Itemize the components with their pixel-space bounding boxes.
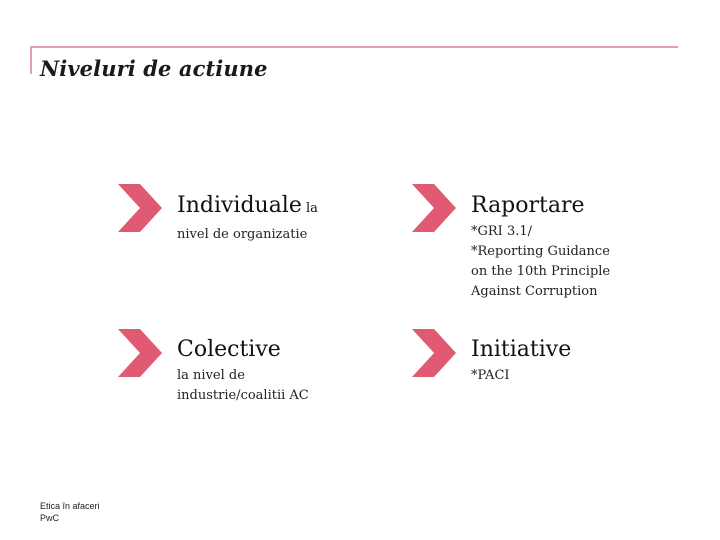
item-initiative [471,336,571,386]
item-heading-suffix: la [301,201,318,216]
item-line: nivel de organizatie [177,227,308,242]
item-heading: Individuale la [177,193,318,218]
item-line: *PACI [471,368,510,383]
item-line: on the 10th Principle [471,264,611,279]
chevron-right-icon [118,329,162,377]
item-line: *GRI 3.1/ [471,224,532,239]
item-heading: Colective [177,337,281,362]
footer-line: PwC [40,513,60,523]
item-line: Against Corruption [471,284,598,299]
item-line: la nivel de [177,368,245,383]
footer [40,500,100,524]
item-body [471,366,571,386]
chevron-right-icon [118,184,162,232]
item-colective [177,336,309,406]
chevron-right-icon [412,329,456,377]
chevron-right-icon [412,184,456,232]
item-line: industrie/coalitii AC [177,388,309,403]
item-body [471,222,610,302]
frame-left-rule [30,46,32,74]
item-raportare [471,192,610,302]
item-heading: Initiative [471,337,572,362]
footer-line: Etica în afaceri [40,501,100,511]
item-individuale [177,192,318,245]
item-body [177,225,318,245]
frame-top-rule [30,46,678,48]
item-line: *Reporting Guidance [471,244,610,259]
item-body [177,366,309,406]
slide-title: Niveluri de actiune [40,56,268,81]
item-heading: Raportare [471,193,585,218]
